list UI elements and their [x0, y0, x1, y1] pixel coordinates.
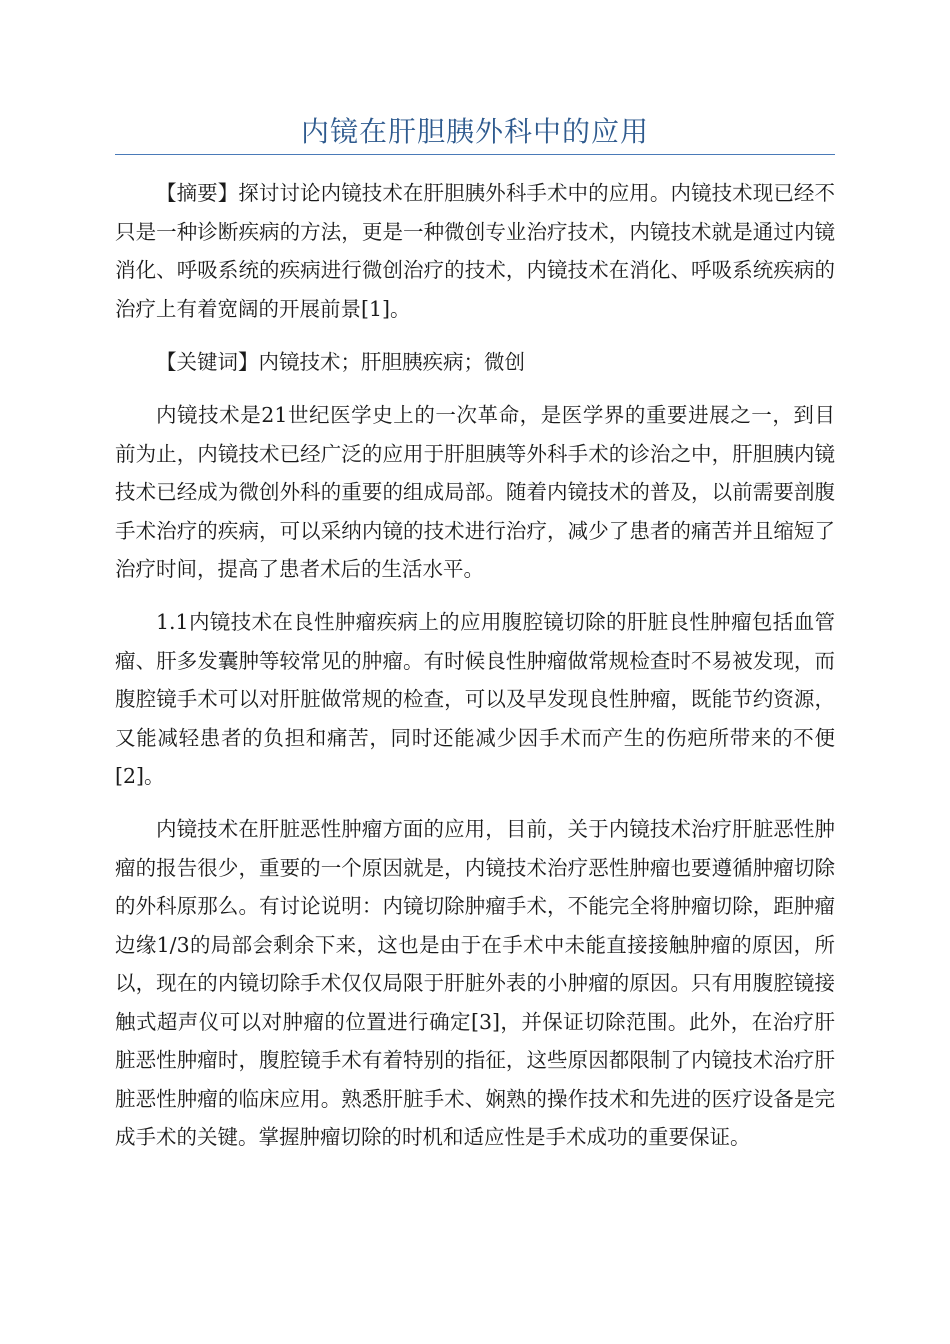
intro-paragraph: 内镜技术是21世纪医学史上的一次革命，是医学界的重要进展之一，到目前为止，内镜技术已经广泛的应用于肝胆胰等外科手术的诊治之中，肝胆胰内镜技术已经成为微创外科的重要的组成局部。随着内镜技术的普及，以前需要剖腹手术治疗的疾病，可以采纳内镜的技术进行治疗，减少了患者的痛苦并且缩短了治疗时间，提高了患者术后的生活水平。 — [115, 403, 835, 581]
section-benign-tumor-paragraph: 1.1内镜技术在良性肿瘤疾病上的应用腹腔镜切除的肝脏良性肿瘤包括血管瘤、肝多发囊肿等较常见的肿瘤。有时候良性肿瘤做常规检查时不易被发现，而腹腔镜手术可以对肝脏做常规的检查，可以及早发现良性肿瘤，既能节约资源，又能减轻患者的负担和痛苦，同时还能减少因手术而产生的伤疤所带来的不便[2]。 — [115, 610, 835, 788]
document-title: 内镜在肝胆胰外科中的应用 — [300, 115, 649, 148]
title-underline — [115, 154, 835, 155]
section-malignant-tumor-paragraph: 内镜技术在肝脏恶性肿瘤方面的应用，目前，关于内镜技术治疗肝脏恶性肿瘤的报告很少，重要的一个原因就是，内镜技术治疗恶性肿瘤也要遵循肿瘤切除的外科原那么。有讨论说明：内镜切除肿瘤手术，不能完全将肿瘤切除，距肿瘤边缘1/3的局部会剩余下来，这也是由于在手术中未能直接接触肿瘤的原因，所以，现在的内镜切除手术仅仅局限于肝脏外表的小肿瘤的原因。只有用腹腔镜接触式超声仪可以对肿瘤的位置进行确定[3]，并保证切除范围。此外，在治疗肝脏恶性肿瘤时，腹腔镜手术有着特别的指征，这些原因都限制了内镜技术治疗肝脏恶性肿瘤的临床应用。熟悉肝脏手术、娴熟的操作技术和先进的医疗设备是完成手术的关键。掌握肿瘤切除的时机和适应性是手术成功的重要保证。 — [115, 817, 835, 1149]
keywords-paragraph: 【关键词】内镜技术；肝胆胰疾病；微创 — [156, 350, 525, 374]
abstract-paragraph: 【摘要】探讨讨论内镜技术在肝胆胰外科手术中的应用。内镜技术现已经不只是一种诊断疾病的方法，更是一种微创专业治疗技术，内镜技术就是通过内镜消化、呼吸系统的疾病进行微创治疗的技术，内镜技术在消化、呼吸系统疾病的治疗上有着宽阔的开展前景[1]。 — [115, 181, 835, 321]
